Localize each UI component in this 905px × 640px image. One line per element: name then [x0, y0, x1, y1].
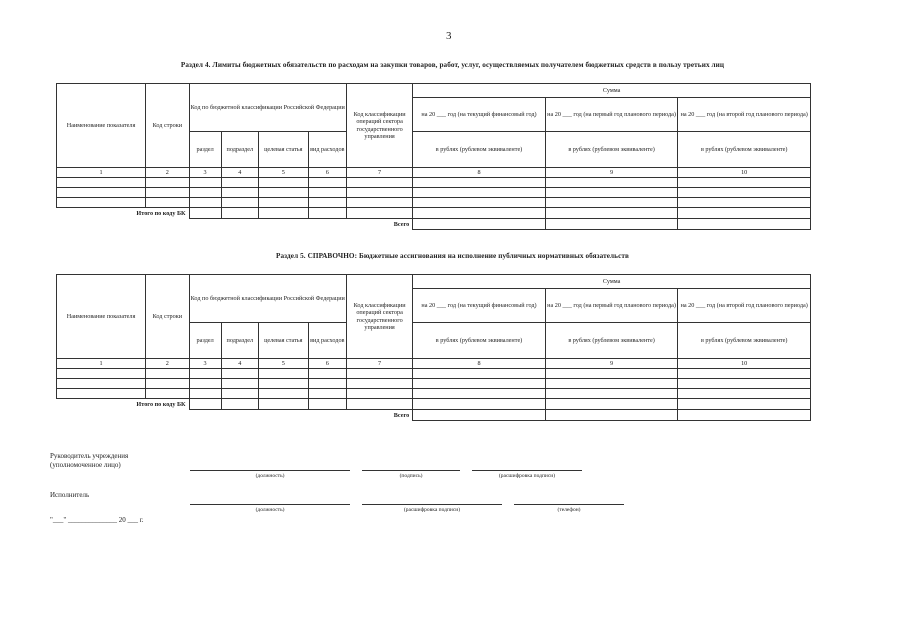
- section5-table: [56, 274, 811, 421]
- col-num: 8: [413, 359, 546, 369]
- head-label: Руководитель учреждения: [50, 452, 129, 460]
- col-num: 2: [146, 359, 189, 369]
- header-year2: на 20 ___ год (на первый год планового периода): [545, 98, 678, 132]
- header-exp-type: вид расходов: [308, 132, 346, 168]
- total-bk-label: Итого по коду БК: [136, 400, 186, 408]
- table-row: [57, 389, 811, 399]
- column-numbers-row: [57, 359, 811, 369]
- cap-phone: (телефон): [557, 507, 581, 513]
- col-num: 7: [346, 168, 412, 178]
- section4-title: Раздел 4. Лимиты бюджетных обязательств по расходам на закупки товаров, работ, услуг, осуществляемых получателем бюджетных средств в пользу третьих лиц: [180, 61, 725, 69]
- table-row: [57, 369, 811, 379]
- table-row: [57, 379, 811, 389]
- head-signature-line: [362, 470, 460, 471]
- col-num: 3: [189, 168, 221, 178]
- cap-name: (расшифровка подписи): [498, 473, 556, 479]
- table-row: [57, 198, 811, 208]
- date-field: "___" ______________ 20 ___ г.: [50, 516, 144, 524]
- executor-position-line: [190, 504, 350, 505]
- page-number: 3: [446, 30, 452, 42]
- total-bk-row: [57, 208, 811, 219]
- header-exp-type: вид расходов: [308, 323, 346, 359]
- col-num: 1: [57, 168, 146, 178]
- executor-phone-line: [514, 504, 624, 505]
- col-num: 2: [146, 168, 189, 178]
- col-num: 9: [545, 168, 678, 178]
- section4-table: [56, 83, 811, 230]
- header-year2: на 20 ___ год (на первый год планового периода): [545, 289, 678, 323]
- col-num: 9: [545, 359, 678, 369]
- col-num: 1: [57, 359, 146, 369]
- head-position-line: [190, 470, 350, 471]
- head-sublabel: (уполномоченное лицо): [50, 461, 121, 469]
- header-name: Наименование показателя: [57, 84, 146, 168]
- header-sum: Сумма: [413, 84, 811, 98]
- total-label: Всего: [393, 411, 410, 419]
- col-num: 4: [221, 359, 258, 369]
- total-row: [57, 410, 811, 421]
- total-bk-label: Итого по коду БК: [136, 209, 186, 217]
- total-bk-row: [57, 399, 811, 410]
- column-numbers-row: [57, 168, 811, 178]
- cap-name: (расшифровка подписи): [403, 507, 461, 513]
- executor-label: Исполнитель: [50, 491, 90, 499]
- header-target: целевая статья: [258, 323, 308, 359]
- header-unit1: в рублях (рублевом эквиваленте): [413, 323, 546, 359]
- col-num: 3: [189, 359, 221, 369]
- header-bk-code: Код по бюджетной классификации Российской Федерации: [189, 84, 346, 132]
- total-label: Всего: [393, 220, 410, 228]
- table-row: [57, 188, 811, 198]
- head-name-line: [472, 470, 582, 471]
- header-target: целевая статья: [258, 132, 308, 168]
- header-unit1: в рублях (рублевом эквиваленте): [413, 132, 546, 168]
- header-razdel: раздел: [189, 132, 221, 168]
- col-num: 10: [678, 168, 811, 178]
- header-unit2: в рублях (рублевом эквиваленте): [545, 323, 678, 359]
- col-num: 5: [258, 168, 308, 178]
- col-num: 5: [258, 359, 308, 369]
- total-row: [57, 219, 811, 230]
- header-razdel: раздел: [189, 323, 221, 359]
- col-num: 8: [413, 168, 546, 178]
- header-year1: на 20 ___ год (на текущий финансовый год): [413, 98, 546, 132]
- header-sum: Сумма: [413, 275, 811, 289]
- header-row-code: Код строки: [146, 84, 189, 168]
- section5-title: Раздел 5. СПРАВОЧНО: Бюджетные ассигнования на исполнение публичных нормативных обязательств: [276, 252, 629, 260]
- header-podrazdel: подраздел: [221, 132, 258, 168]
- cap-position: (должность): [255, 473, 285, 479]
- header-year3: на 20 ___ год (на второй год планового периода): [678, 98, 811, 132]
- header-unit2: в рублях (рублевом эквиваленте): [545, 132, 678, 168]
- header-row-code: Код строки: [146, 275, 189, 359]
- cap-signature: (подпись): [399, 473, 423, 479]
- header-state-admin-code: Код классификации операций сектора государственного управления: [346, 275, 412, 359]
- header-name: Наименование показателя: [57, 275, 146, 359]
- col-num: 6: [308, 168, 346, 178]
- header-bk-code: Код по бюджетной классификации Российской Федерации: [189, 275, 346, 323]
- header-unit3: в рублях (рублевом эквиваленте): [678, 132, 811, 168]
- cap-position: (должность): [255, 507, 285, 513]
- header-unit3: в рублях (рублевом эквиваленте): [678, 323, 811, 359]
- header-state-admin-code: Код классификации операций сектора государственного управления: [346, 84, 412, 168]
- col-num: 10: [678, 359, 811, 369]
- header-year3: на 20 ___ год (на второй год планового периода): [678, 289, 811, 323]
- col-num: 4: [221, 168, 258, 178]
- header-year1: на 20 ___ год (на текущий финансовый год): [413, 289, 546, 323]
- col-num: 6: [308, 359, 346, 369]
- executor-name-line: [362, 504, 502, 505]
- col-num: 7: [346, 359, 412, 369]
- header-podrazdel: подраздел: [221, 323, 258, 359]
- table-row: [57, 178, 811, 188]
